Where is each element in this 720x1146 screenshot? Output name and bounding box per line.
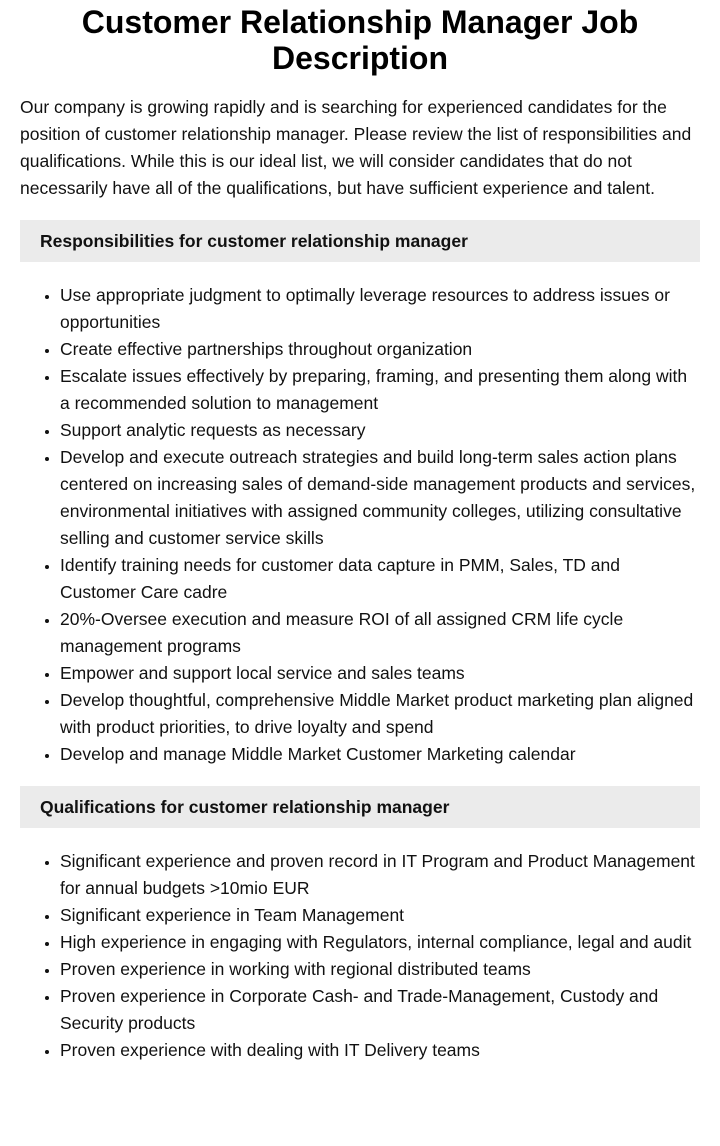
list-item: • Develop and execute outreach strategies and build long-term sales action plans centered on increasing sales of demand-side management products and services, environmental initiatives with assigned community colleges, utilizing consultative selling and customer service skills — [60, 444, 700, 552]
list-item: • Support analytic requests as necessary — [60, 417, 700, 444]
list-item: • Use appropriate judgment to optimally leverage resources to address issues or opportunities — [60, 282, 700, 336]
list-item: • High experience in engaging with Regulators, internal compliance, legal and audit — [60, 929, 700, 956]
list-item: • Significant experience and proven record in IT Program and Product Management for annual budgets >10mio EUR — [60, 848, 700, 902]
list-item: • Develop and manage Middle Market Customer Marketing calendar — [60, 741, 700, 768]
list-item: • Escalate issues effectively by preparing, framing, and presenting them along with a recommended solution to management — [60, 363, 700, 417]
list-item: • Develop thoughtful, comprehensive Middle Market product marketing plan aligned with product priorities, to drive loyalty and spend — [60, 687, 700, 741]
list-item: • Proven experience with dealing with IT Delivery teams — [60, 1037, 700, 1064]
list-item: • Create effective partnerships throughout organization — [60, 336, 700, 363]
qualifications-list — [20, 848, 700, 1064]
qualifications-heading: Qualifications for customer relationship manager — [20, 786, 700, 828]
responsibilities-heading: Responsibilities for customer relationship manager — [20, 220, 700, 262]
page-title: Customer Relationship Manager Job Description — [81, 4, 639, 76]
list-item: • Proven experience in Corporate Cash- and Trade-Management, Custody and Security products — [60, 983, 700, 1037]
intro-paragraph: Our company is growing rapidly and is searching for experienced candidates for the position of customer relationship manager. Please review the list of responsibilities and qualifications. While this is our ideal list, we will consider candidates that do not necessarily have all of the qualifications, but have sufficient experience and talent. — [20, 97, 692, 198]
responsibilities-list — [20, 282, 700, 768]
list-item: • 20%-Oversee execution and measure ROI of all assigned CRM life cycle management programs — [60, 606, 700, 660]
list-item: • Significant experience in Team Management — [60, 902, 700, 929]
list-item: • Empower and support local service and sales teams — [60, 660, 700, 687]
list-item: • Identify training needs for customer data capture in PMM, Sales, TD and Customer Care cadre — [60, 552, 700, 606]
list-item: • Proven experience in working with regional distributed teams — [60, 956, 700, 983]
